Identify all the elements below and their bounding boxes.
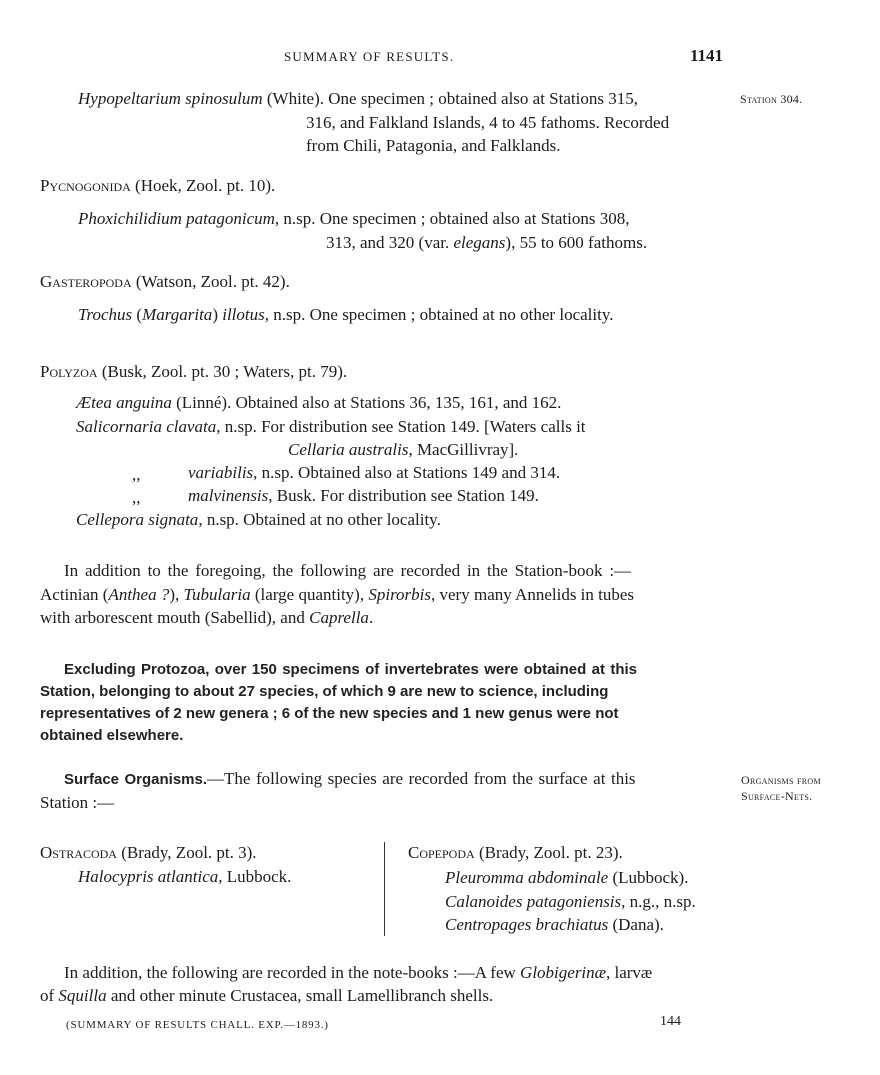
cellepora-line: Cellepora signata, n.sp. Obtained at no other locality. xyxy=(76,510,441,529)
surface-organisms-line-2: Station :— xyxy=(40,793,115,812)
column-divider xyxy=(384,842,385,936)
trochus-line: Trochus (Margarita) illotus, n.sp. One specimen ; obtained at no other locality. xyxy=(78,305,614,324)
surface-organisms-line-1: Surface Organisms.—The following species are recorded from the surface at this xyxy=(64,769,636,788)
halocypris-line: Halocypris atlantica, Lubbock. xyxy=(78,867,292,886)
addition-paragraph-line-2: Actinian (Anthea ?), Tubularia (large quantity), Spirorbis, very many Annelids in tubes xyxy=(40,585,635,604)
pleuromma-line: Pleuromma abdominale (Lubbock). xyxy=(445,868,689,887)
footer-signature: (SUMMARY OF RESULTS CHALL. EXP.—1893.) xyxy=(66,1019,329,1031)
malvinensis-line: malvinensis, Busk. For distribution see Station 149. xyxy=(188,486,539,505)
phoxichilidium-line-1: Phoxichilidium patagonicum, n.sp. One specimen ; obtained also at Stations 308, xyxy=(78,209,630,228)
ditto-mark-1: ,, xyxy=(132,465,141,484)
hypopeltarium-line-3: from Chili, Patagonia, and Falklands. xyxy=(306,136,561,155)
polyzoa-heading: Polyzoa (Busk, Zool. pt. 30 ; Waters, pt. 79). xyxy=(40,362,348,381)
margin-note-surface-nets: Surface-Nets. xyxy=(741,789,813,803)
running-header-title: SUMMARY OF RESULTS. xyxy=(284,49,455,64)
copepoda-heading: Copepoda (Brady, Zool. pt. 23). xyxy=(408,843,623,862)
pycnogonida-heading: Pycnogonida (Hoek, Zool. pt. 10). xyxy=(40,176,276,195)
page-number: 1141 xyxy=(690,46,724,65)
ditto-mark-2: ,, xyxy=(132,488,141,507)
summary-line-2: Station, belonging to about 27 species, of which 9 are new to science, including xyxy=(40,683,609,700)
surface-organisms-heading: Surface Organisms. xyxy=(64,771,208,788)
margin-note-station: Station 304. xyxy=(740,92,803,106)
addition-paragraph-line-3: with arborescent mouth (Sabellid), and Caprella. xyxy=(40,608,374,627)
variabilis-line: variabilis, n.sp. Obtained also at Stations 149 and 314. xyxy=(188,463,561,482)
note-books-line-1: In addition, the following are recorded in the note-books :—A few Globigerinæ, larvæ xyxy=(64,963,653,982)
species-name: Hypopeltarium spinosulum xyxy=(78,89,263,108)
calanoides-line: Calanoides patagoniensis, n.g., n.sp. xyxy=(445,892,696,911)
ostracoda-heading: Ostracoda (Brady, Zool. pt. 3). xyxy=(40,843,257,862)
hypopeltarium-line-1: Hypopeltarium spinosulum (White). One specimen ; obtained also at Stations 315, xyxy=(78,89,638,108)
phoxichilidium-line-2: 313, and 320 (var. elegans), 55 to 600 fathoms. xyxy=(326,233,648,252)
centropages-line: Centropages brachiatus (Dana). xyxy=(445,915,664,934)
cellaria-line: Cellaria australis, MacGillivray]. xyxy=(288,440,519,459)
gasteropoda-heading: Gasteropoda (Watson, Zool. pt. 42). xyxy=(40,272,290,291)
addition-paragraph-line-1: In addition to the foregoing, the following are recorded in the Station-book :— xyxy=(64,561,632,580)
salicornaria-line: Salicornaria clavata, n.sp. For distribution see Station 149. [Waters calls it xyxy=(76,417,586,436)
margin-note-organisms: Organisms from xyxy=(741,773,821,787)
aetea-line: Ætea anguina (Linné). Obtained also at Stations 36, 135, 161, and 162. xyxy=(76,393,562,412)
summary-line-4: obtained elsewhere. xyxy=(40,727,184,744)
summary-line-3: representatives of 2 new genera ; 6 of the new species and 1 new genus were not xyxy=(40,705,619,722)
summary-line-1: Excluding Protozoa, over 150 specimens of invertebrates were obtained at this xyxy=(64,661,637,678)
note-books-line-2: of Squilla and other minute Crustacea, small Lamellibranch shells. xyxy=(40,986,494,1005)
species-name: Phoxichilidium patagonicum xyxy=(78,209,275,228)
hypopeltarium-line-2: 316, and Falkland Islands, 4 to 45 fathoms. Recorded xyxy=(306,113,670,132)
footer-sheet-number: 144 xyxy=(660,1014,681,1029)
